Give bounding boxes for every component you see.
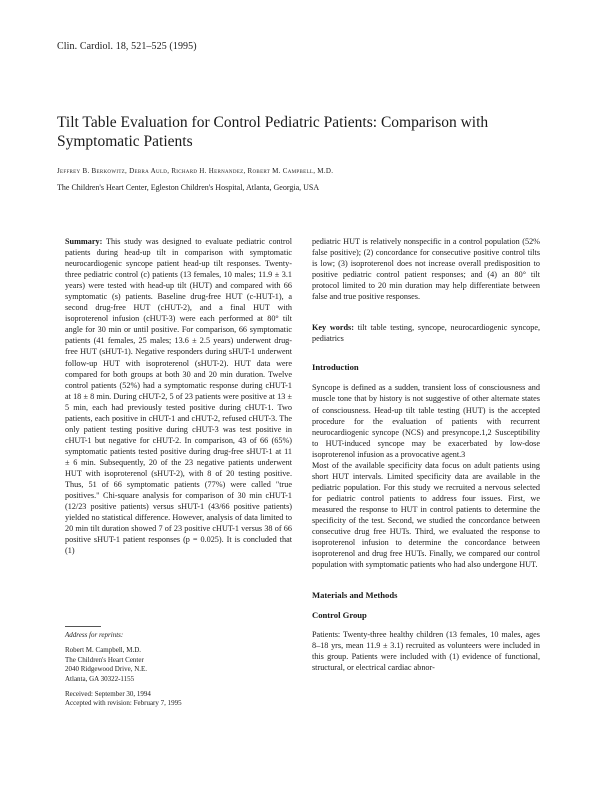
correspondence-city: Atlanta, GA 30322-1155 [65, 674, 135, 683]
correspondence-label: Address for reprints: [65, 631, 124, 639]
left-column [65, 236, 292, 556]
correspondence-name: Robert M. Campbell, M.D. [65, 646, 142, 655]
introduction-paragraph-2: Most of the available specificity data focus on adult patients using short HUT intervals. Limited specificity data are available in the pediatric population. For this study we recruited a nervous selected for pediatric control patients to address four issues. First, we measured the response to HUT in control patients to determine the specificity of the test. Second, we studied the concordance between consecutive drug free HUTs. Third, we evaluated the response to isoproterenol infusion to determine the concordance between isoproterenol and drug free HUTs. Finally, we compared our control population with symptomatic patients who had also undergone HUT. [312, 460, 540, 570]
accepted-date: Accepted with revision: February 7, 1995 [65, 699, 182, 708]
methods-heading: Materials and Methods [312, 590, 398, 601]
correspondence-org: The Children's Heart Center [65, 655, 144, 664]
affiliation: The Children's Heart Center, Egleston Children's Hospital, Atlanta, Georgia, USA [57, 183, 320, 192]
keywords-label: Key words: [312, 323, 354, 333]
received-date: Received: September 30, 1994 [65, 690, 151, 699]
article-title: Tilt Table Evaluation for Control Pediatric Patients: Comparison with Symptomatic Patients [57, 114, 489, 150]
control-group-subheading: Control Group [312, 610, 367, 621]
methods-paragraph-1: Patients: Twenty-three healthy children (13 females, 10 males, ages 8–18 yrs, mean 11.9 ± 3.1) recruited as volunteers were included in this group. Patients were included with (1) evidence of functional, structural, or electrical cardiac abnor- [312, 630, 540, 673]
footnote-divider [65, 626, 101, 627]
introduction-paragraph-1: Syncope is defined as a sudden, transient loss of consciousness and muscle tone that by history is not suggestive of other alternate states of consciousness. Head-up tilt table testing (HUT) is the accepted procedure for the evaluation of patients with recurrent neurocardiogenic syncope (NCS) and presyncope.1,2 Susceptibility to HUT-induced syncope may be exacerbated by low-dose isoproterenol infusion as a provocative agent.3 [312, 383, 540, 459]
summary-label: Summary: [65, 237, 103, 246]
summary-text: This study was designed to evaluate pediatric control patients during head-up tilt in comparison with symptomatic neurocardiogenic syncope patient head-up tilt responses. Twenty-three pediatric control (c) patients (13 females, 10 males; 11.9 ± 3.1 years) were tested with head-up tilt (HUT) and compared with 66 symptomatic (s) patients. Baseline drug-free HUT (c-HUT-1), a second drug-free HUT (cHUT-2), and a final HUT with isoproterenol infusion (cHUT-3) were each performed at 80° tilt angle for 30 min or until positive. For comparison, 66 symptomatic patients (41 females, 25 males; 13.6 ± 2.5 years) underwent drug-free HUT (sHUT-1). Negative responders during sHUT-1 underwent follow-up HUT with isoproterenol (sHUT-2). HUT data were compared for both groups at both 30 and 20 min duration. Twelve control patients (52%) had a symptomatic response during cHUT-1 at 18 ± 8 min. During cHUT-2, 5 of 23 patients were positive at 13 ± 5 min, each had previously tested positive during cHUT-1. Two patients, each positive in cHUT-1 and cHUT-2, refused cHUT-3. The only patient testing positive during cHUT-3 was test positive in cHUT-1 but negative for cHUT-2. In comparison, 43 of 66 (65%) symptomatic patients tested positive during drug-free sHUT-1 at 11 ± 6 min. Subsequently, 20 of the 23 negative patients underwent HUT with isoproterenol (sHUT-2), with 8 of 20 testing positive. Thus, 51 of 66 symptomatic patients (77%) were called "true positives." Chi-square analysis for comparison of 30 min cHUT-1 (12/23 positive patients) versus sHUT-1 (43/66 positive patients) yielded no statistical difference. However, analysis of data limited to 20 min tilt duration showed 7 of 23 positive cHUT-1 versus 38 of 66 positive sHUT-1 patient responses (p = 0.025). It is concluded that (1) [65, 237, 293, 556]
introduction-heading: Introduction [312, 362, 359, 373]
keywords-paragraph [312, 322, 540, 344]
summary-continuation: pediatric HUT is relatively nonspecific in a control population (52% false positive); (2) concordance for consecutive positive control tilts is low; (3) isoproterenol does not increase overall predisposition to positive pediatric control patient responses; and (4) an 80° tilt protocol limited to 20 min duration may help differentiate between false and true positive responses. [312, 237, 540, 302]
summary-paragraph [65, 236, 292, 556]
journal-citation: Clin. Cardiol. 18, 521–525 (1995) [57, 41, 197, 52]
author-list: Jeffrey B. Berkowitz, Debra Auld, Richard H. Hernandez, Robert M. Campbell, M.D. [57, 167, 334, 175]
right-column [312, 236, 540, 674]
correspondence-street: 2040 Ridgewood Drive, N.E. [65, 665, 148, 674]
keywords-text: tilt table testing, syncope, neurocardiogenic syncope, pediatrics [312, 323, 540, 344]
correspondence-block [65, 631, 182, 709]
